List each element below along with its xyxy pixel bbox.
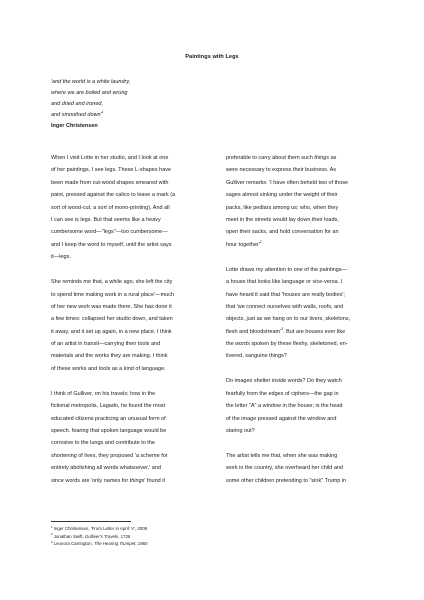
text-run: flesh and bloodstream' xyxy=(226,328,282,335)
text-run: . But are houses ever like xyxy=(283,328,346,335)
footnote-ref-2: 2 xyxy=(259,239,262,244)
text-line: have heard it said that 'houses are really bodies'; xyxy=(226,291,345,298)
footnote-italic: Gulliver's Travels xyxy=(84,533,119,539)
text-line: Gulliver remarks: 'I have often beheld two of those xyxy=(226,179,349,186)
epigraph-author: Inger Christensen xyxy=(51,122,98,129)
footnote-3 xyxy=(51,540,148,548)
text-line xyxy=(51,475,207,487)
paragraph xyxy=(226,450,382,487)
text-line: and I keep the word to myself, until the artist says xyxy=(51,241,172,248)
text-line: staring out? xyxy=(226,428,255,434)
text-line: been made from cut-wood shapes smeared with xyxy=(51,179,169,186)
text-line: corrosive to the lungs and contribute to the xyxy=(51,440,155,447)
text-line: The artist tells me that, when she was making xyxy=(226,452,338,459)
text-line: cumbersome word—"legs"—too cumbersome— xyxy=(51,229,168,236)
footnote-2 xyxy=(51,533,148,541)
text-line: paint, pressed against the calico to leave a mark (a xyxy=(51,192,176,199)
left-column xyxy=(51,152,207,500)
text-line: of an artist in transit—carrying their tools and xyxy=(51,341,161,348)
text-run: spoken by these fleshy, skeletoned, en- xyxy=(249,341,348,348)
footnote-text: , 1960 xyxy=(135,541,148,547)
text-line: sort of wood-cut, a sort of mono-printing). And all xyxy=(51,204,170,211)
text-line: materials and the works they are making. I think xyxy=(51,353,168,360)
text-line: of her new work was made there. She has done it xyxy=(51,303,172,310)
text-line: some other children pretending to "sink" Trump in xyxy=(226,477,347,484)
footnotes xyxy=(51,525,148,548)
text-line: educated citizens practicing an unusual form of xyxy=(51,415,166,422)
footnote-number: 3 xyxy=(51,539,53,544)
text-line: I think of Gulliver, on his travels; how in the xyxy=(51,390,156,397)
footnote-1 xyxy=(51,525,148,533)
page-title: Paintings with Legs xyxy=(185,54,239,60)
text-line xyxy=(226,239,382,251)
epigraph-line-text: and smoothed down' xyxy=(51,111,102,118)
text-line: She reminds me that, a while ago, she left the city xyxy=(51,279,173,286)
epigraph-line: and dried and ironed, xyxy=(51,100,103,107)
text-line: a few times: collapsed her studio down, and taken xyxy=(51,316,173,323)
paragraph xyxy=(51,276,207,375)
text-run: since words are 'only names for xyxy=(51,477,130,484)
text-line: work in the country, she overheard her child and xyxy=(226,465,343,472)
text-run: hour together' xyxy=(226,241,260,248)
paragraph xyxy=(226,264,382,363)
paragraph xyxy=(226,152,382,251)
footnote-text: Leonora Carrington, xyxy=(53,541,94,547)
text-run: words? Do they watch xyxy=(286,378,342,385)
text-line: shortening of lives, they proposed 'a scheme for xyxy=(51,452,168,459)
text-run: preferable to carry about them such xyxy=(226,155,315,161)
italic-text: things xyxy=(129,477,145,484)
text-line: I can see is legs. But that seems like a heavy xyxy=(51,216,161,223)
text-line: to spend time making work in a rural place'—much xyxy=(51,291,175,298)
text-run: Do images shelter xyxy=(226,378,272,385)
text-line: livered, sanguine things? xyxy=(226,353,287,360)
text-line: the letter "A" a window in the house; is the head xyxy=(226,403,343,410)
right-column xyxy=(226,152,382,500)
italic-text: things xyxy=(314,155,330,161)
text-line: entirely abolishing all words whatsoever,' and xyxy=(51,465,161,472)
text-line: of the image pressed against the window and xyxy=(226,415,337,422)
text-line: Lotte draws my attention to one of the paintings— xyxy=(226,266,348,273)
text-line: speech. fearing that spoken language would be xyxy=(51,428,167,434)
footnote-text: Jonathan Swift, xyxy=(53,533,85,539)
epigraph xyxy=(51,77,251,131)
text-line: meet in the streets would lay down their loads, xyxy=(226,216,339,223)
footnote-divider xyxy=(51,521,131,522)
epigraph-line: where we are boiled and wrung xyxy=(51,89,128,96)
text-line: a house that looks like language or vice-versa. I xyxy=(226,279,343,286)
text-line: objects, just as we hang on to our livers, skeletons, xyxy=(226,316,351,323)
footnote-text: Inger Christensen, 'From Letter in April: V', 2009 xyxy=(53,526,148,531)
footnote-italic: The Hearing Trumpet xyxy=(93,541,136,547)
text-line: of her paintings, I see legs. These L-shapes have xyxy=(51,167,172,174)
footnote-number: 2 xyxy=(51,532,53,537)
paragraph xyxy=(226,375,382,437)
text-run: the xyxy=(226,341,236,348)
text-line xyxy=(226,338,382,350)
footnote-number: 1 xyxy=(51,524,53,529)
text-line: of these works and tools as a kind of language. xyxy=(51,365,166,372)
text-line xyxy=(226,326,382,338)
footnote-ref-3: 3 xyxy=(281,326,284,331)
text-line: open their sacks, and hold conversation for an xyxy=(226,229,339,236)
text-line: When I visit Lotte in her studio, and I look at one xyxy=(51,155,169,161)
italic-text: words xyxy=(235,341,250,348)
paragraph xyxy=(51,388,207,487)
text-line: fictional metropolis, Lagado, he found the most xyxy=(51,403,166,410)
text-line: that 'we connect ourselves with walls, roofs, and xyxy=(226,303,344,310)
text-run: as xyxy=(329,155,337,161)
paragraph xyxy=(51,152,207,264)
text-line: fearfully from the edges of ciphers—the gap in xyxy=(226,390,339,397)
text-line xyxy=(226,375,382,387)
text-line: were necessary to express their business. As xyxy=(226,167,337,174)
text-line: sages almost sinking under the weight of their xyxy=(226,192,338,199)
epigraph-line xyxy=(51,110,251,121)
text-line: it away, and it set up again, in a new place. I think xyxy=(51,328,172,335)
epigraph-line: 'and the world is a white laundry, xyxy=(51,79,131,85)
italic-text: inside xyxy=(271,378,287,385)
text-run: ' found it xyxy=(144,477,166,484)
text-line: it—legs. xyxy=(51,254,71,261)
footnote-ref-1: 1 xyxy=(101,109,104,114)
footnote-text: , 1726 xyxy=(118,533,131,539)
text-line: packs, like pedlars among us; who, when they xyxy=(226,204,339,211)
text-line xyxy=(226,152,382,164)
